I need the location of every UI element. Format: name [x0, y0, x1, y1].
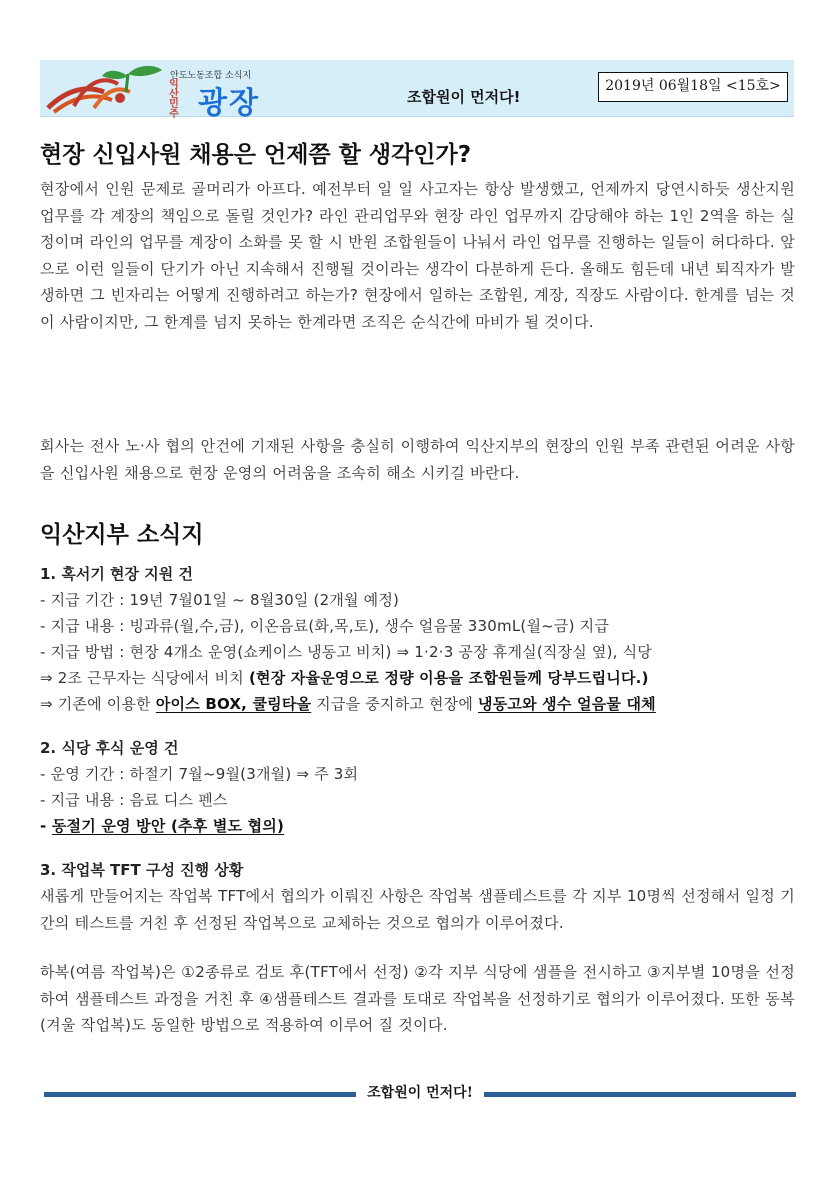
header-banner — [40, 60, 794, 121]
news-line: - 지급 방법 : 현장 4개소 운영(쇼케이스 냉동고 비치) ⇒ 1·2·3 공장 휴게실(직장실 옆), 식당 — [40, 643, 652, 661]
news-item-heading: 2. 식당 후식 운영 건 — [40, 739, 179, 757]
org-name: 안도노동조합 소식지 — [170, 71, 252, 81]
news-paragraph: 새롭게 만들어지는 작업복 TFT에서 협의가 이뤄진 사항은 작업복 샘플테스트를 각 지부 10명씩 선정해서 일정 기간의 테스트를 거친 후 선정된 작업복으로 교체하는 것으로 협의가 이루어졌다. — [40, 887, 795, 932]
news-line — [40, 691, 800, 717]
news-line-text: ⇒ 2조 근무자는 식당에서 비치 — [40, 669, 249, 687]
article-paragraph: 회사는 전사 노·사 협의 안건에 기재된 사항을 충실히 이행하여 익산지부의 현장의 인원 부족 관련된 어려운 사항을 신입사원 채용으로 현장 운영의 어려움을 조속히 해소 시키길 바란다. — [40, 437, 795, 482]
news-line-text: ⇒ 기존에 이용한 — [40, 695, 156, 713]
masthead-char: 익 — [169, 79, 179, 90]
news-paragraph: 하복(여름 작업복)은 ①2종류로 검토 후(TFT에서 선정) ②각 지부 식당에 샘플을 전시하고 ③지부별 10명을 선정하여 샘플테스트 과정을 거친 후 ④샘플테스트 결과를 토대로 작업복을 선정하기로 협의가 이루어졌다. 또한 동복(겨울 작업복)도 동일한 방법으로 적용하여 이루어 질 것이다. — [40, 963, 795, 1034]
union-logo-icon — [44, 62, 174, 114]
newsletter-name: 광장 — [198, 86, 260, 121]
footer-divider — [44, 1092, 356, 1097]
news-line-text: 지급을 중지하고 현장에 — [311, 695, 478, 713]
news-line — [40, 665, 800, 691]
news-line-text: - — [40, 817, 52, 835]
news-line: - 지급 기간 : 19년 7월01일 ~ 8월30일 (2개월 예정) — [40, 591, 400, 609]
footer-divider — [484, 1092, 796, 1097]
emphasis-text: 냉동고와 생수 얼음물 대체 — [478, 695, 656, 713]
emphasis-text: 아이스 BOX, 쿨링타올 — [155, 695, 312, 713]
footer-slogan: 조합원이 먼저다! — [367, 1085, 473, 1101]
emphasis-text: (현장 자율운영으로 정량 이용을 조합원들께 당부드립니다.) — [248, 669, 649, 687]
masthead-char: 산 — [169, 89, 179, 100]
news-line — [40, 813, 800, 839]
news-line: - 운영 기간 : 하절기 7월~9월(3개월) ⇒ 주 3회 — [40, 765, 359, 783]
masthead-char: 민 — [169, 99, 179, 110]
masthead-char: 주 — [169, 109, 179, 120]
section-title: 익산지부 소식지 — [40, 522, 204, 548]
news-line: - 지급 내용 : 음료 디스 펜스 — [40, 791, 228, 809]
news-item-heading: 3. 작업복 TFT 구성 진행 상황 — [40, 861, 244, 879]
news-item-heading: 1. 혹서기 현장 지원 건 — [40, 565, 193, 583]
news-line: - 지급 내용 : 빙과류(월,수,금), 이온음료(화,목,토), 생수 얼음물 330mL(월~금) 지급 — [40, 617, 610, 635]
emphasis-text: 동절기 운영 방안 (추후 별도 협의) — [51, 817, 285, 835]
issue-date-box: 2019년 06월18일 <15호> — [598, 72, 788, 102]
header-slogan: 조합원이 먼저다! — [407, 88, 521, 106]
article-title: 현장 신입사원 채용은 언제쯤 할 생각인가? — [40, 142, 472, 168]
footer — [40, 1082, 800, 1106]
masthead-vertical-text — [168, 80, 180, 120]
article-paragraph: 현장에서 인원 문제로 골머리가 아프다. 예전부터 일 일 사고자는 항상 발생했고, 언제까지 당연시하듯 생산지원 업무를 각 계장의 책임으로 돌릴 것인가? 라인 관리업무와 현장 라인 업무까지 감당해야 하는 1인 2역을 하는 실정이며 라인의 업무를 계장이 소화를 못 할 시 반원 조합원들이 나눠서 라인 업무를 진행하는 일들이 허다하다. 앞으로 이런 일들이 단기가 아닌 지속해서 진행될 것이라는 생각이 다분하게 든다. 올해도 힘든데 내년 퇴직자가 발생하면 그 빈자리는 어떻게 진행하려고 하는가? 현장에서 일하는 조합원, 계장, 직장도 사람이다. 한계를 넘는 것이 사람이지만, 그 한계를 넘지 못하는 한계라면 조직은 순식간에 마비가 될 것이다. — [40, 180, 795, 331]
